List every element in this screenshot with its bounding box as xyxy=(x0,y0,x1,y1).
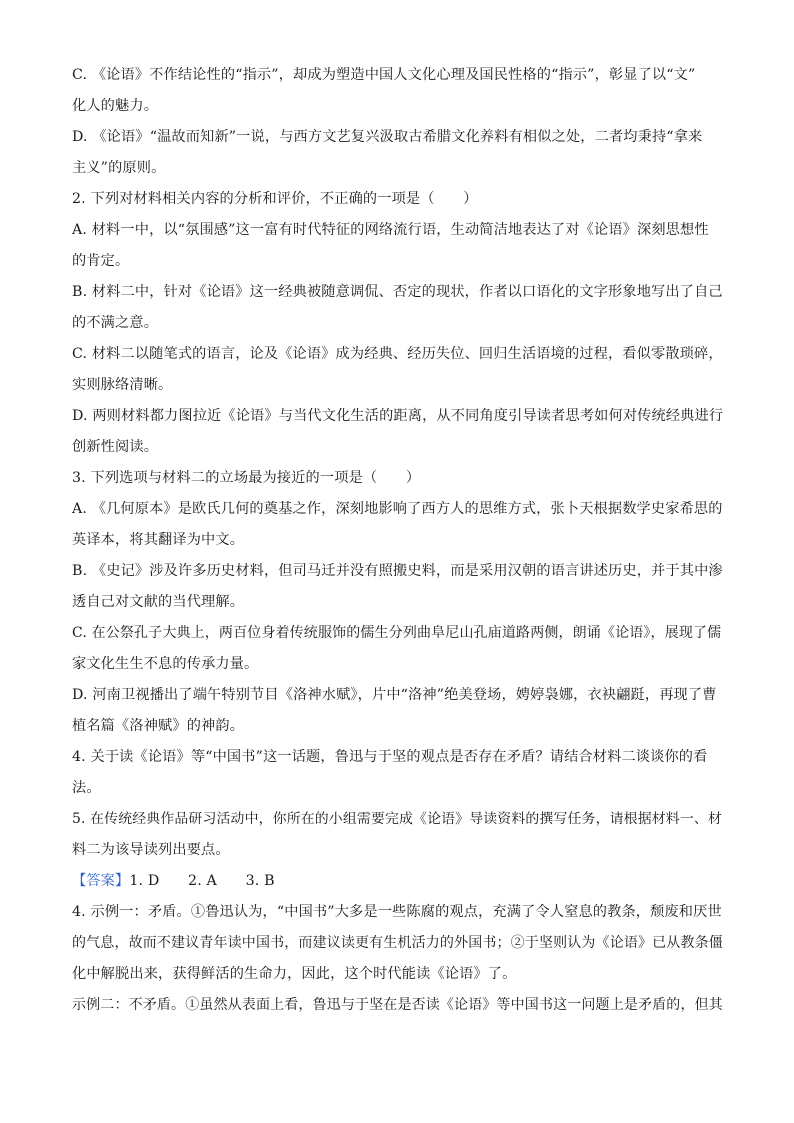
text-line: 主义”的原则。 xyxy=(72,160,166,176)
answer-tag: 【答案】 xyxy=(72,873,130,889)
text-line: D. 河南卫视播出了端午特别节目《洛神水赋》，片中“洛神”绝美登场，娉婷袅娜，衣袂翩跹，再现了曹 xyxy=(72,687,717,703)
text-line: 植名篇《洛神赋》的神韵。 xyxy=(72,718,245,734)
text-line: 创新性阅读。 xyxy=(72,439,159,455)
text-line: 化中解脱出来，获得鲜活的生命力，因此，这个时代能读《论语》了。 xyxy=(72,966,517,982)
document-page xyxy=(72,60,722,1021)
text-line: A. 《几何原本》是欧氏几何的奠基之作，深刻地影响了西方人的思维方式，张卜天根据数学史家希思的 xyxy=(72,501,723,517)
text-line: 英译本，将其翻译为中文。 xyxy=(72,532,245,548)
answer-line xyxy=(72,866,722,897)
question-4-stem: 4. 关于读《论语》等“中国书”这一话题，鲁迅与于坚的观点是否存在矛盾？请结合材料二谈谈你的看 xyxy=(72,749,708,765)
question-3-stem: 3. 下列选项与材料二的立场最为接近的一项是（ ） xyxy=(72,470,421,486)
text-line: 料二为该导读列出要点。 xyxy=(72,842,230,858)
text-line: 家文化生生不息的传承力量。 xyxy=(72,656,259,672)
text-line: 示例二：不矛盾。①虽然从表面上看，鲁迅与于坚在是否读《论语》等中国书这一问题上是矛盾的，但其 xyxy=(72,997,723,1013)
text-line: 透自己对文献的当代理解。 xyxy=(72,594,245,610)
text-line: C. 材料二以随笔式的语言，论及《论语》成为经典、经历失位、回归生活语境的过程，看似零散琐碎， xyxy=(72,346,723,362)
text-line: 化人的魅力。 xyxy=(72,98,159,114)
text-line: D. 《论语》“温故而知新”一说，与西方文艺复兴汲取古希腊文化养料有相似之处，二者均秉持“拿来 xyxy=(72,129,703,145)
text-line: 实则脉络清晰。 xyxy=(72,377,173,393)
answer-values: 1. D 2. A 3. B xyxy=(129,873,275,889)
text-line: C. 《论语》不作结论性的“指示”，却成为塑造中国人文化心理及国民性格的“指示”，彰显了以“文” xyxy=(72,67,696,83)
text-line: D. 两则材料都力图拉近《论语》与当代文化生活的距离，从不同角度引导读者思考如何对传统经典进行 xyxy=(72,408,724,424)
text-line: C. 在公祭孔子大典上，两百位身着传统服饰的儒生分列曲阜尼山孔庙道路两侧，朗诵《论语》，展现了儒 xyxy=(72,625,722,641)
question-5-stem: 5. 在传统经典作品研习活动中，你所在的小组需要完成《论语》导读资料的撰写任务，请根据材料一、材 xyxy=(72,811,722,827)
text-line: A. 材料一中，以“氛围感”这一富有时代特征的网络流行语，生动简洁地表达了对《论语》深刻思想性 xyxy=(72,222,709,238)
text-line: 的肯定。 xyxy=(72,253,130,269)
text-line: 的不满之意。 xyxy=(72,315,159,331)
text-line: 4. 示例一：矛盾。①鲁迅认为，“中国书”大多是一些陈腐的观点，充满了令人窒息的教条，颓废和厌世 xyxy=(72,904,722,920)
text-line: 的气息，故而不建议青年读中国书，而建议读更有生机活力的外国书；②于坚则认为《论语》已从教条僵 xyxy=(72,935,723,951)
text-line: 法。 xyxy=(72,780,101,796)
text-line: B. 材料二中，针对《论语》这一经典被随意调侃、否定的现状，作者以口语化的文字形象地写出了自己 xyxy=(72,284,723,300)
question-2-stem: 2. 下列对材料相关内容的分析和评价，不正确的一项是（ ） xyxy=(72,191,478,207)
text-line: B. 《史记》涉及许多历史材料，但司马迁并没有照搬史料，而是采用汉朝的语言讲述历史，并于其中渗 xyxy=(72,563,723,579)
